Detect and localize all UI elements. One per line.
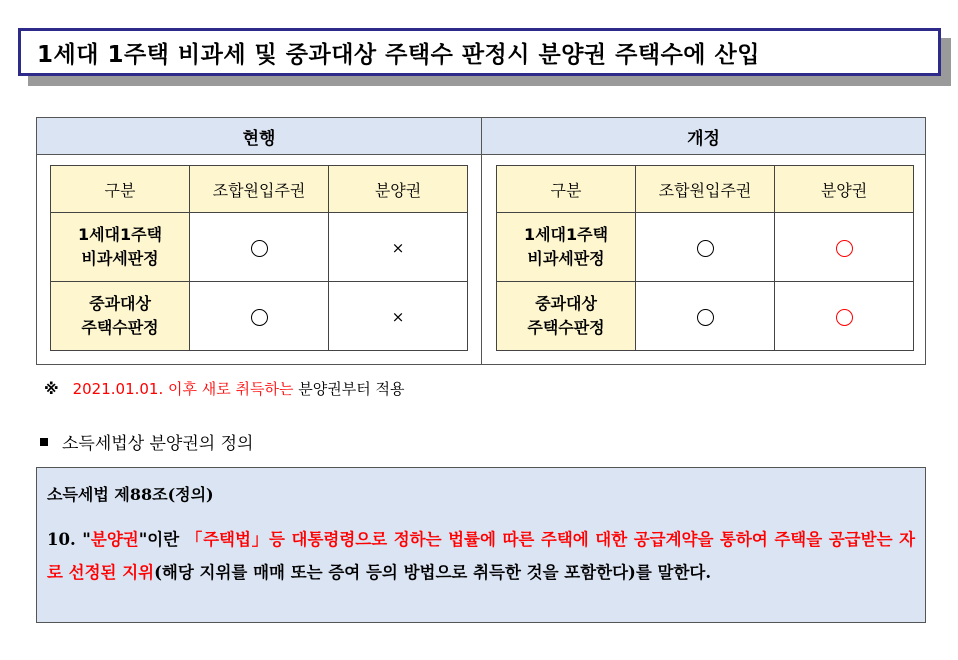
circle-mark-icon: [251, 240, 268, 257]
col-header-category: 구분: [51, 166, 190, 213]
note-text: 분양권부터 적용: [298, 380, 405, 398]
page-title: 1세대 1주택 비과세 및 중과대상 주택수 판정시 분양권 주택수에 산입: [37, 41, 760, 68]
table-row: [51, 282, 468, 351]
definition-box: [36, 467, 926, 623]
cell-mark: [190, 213, 329, 282]
cell-mark: [775, 213, 914, 282]
red-circle-mark-icon: [836, 309, 853, 326]
col-header-presale-right: 분양권: [775, 166, 914, 213]
row-label: 중과대상 주택수판정: [497, 282, 636, 351]
revised-table: [496, 165, 914, 351]
definition-title: 소득세법 제88조(정의): [47, 485, 214, 504]
definition-red-clause: 「주택법」등 대통령령으로 정하는 법률에 따른 주택에 대한 공급계약을 통하여 주택을 공급받는 자로 선정된 지위: [47, 530, 916, 582]
row-label: 중과대상 주택수판정: [51, 282, 190, 351]
circle-mark-icon: [697, 240, 714, 257]
cell-mark: [636, 282, 775, 351]
col-header-category: 구분: [497, 166, 636, 213]
cell-mark: [190, 282, 329, 351]
definition-paragraph: 10. "분양권"이란 「주택법」등 대통령령으로 정하는 법률에 따른 주택에 대한 공급계약을 통하여 주택을 공급받는 자로 선정된 지위(해당 지위를 매매 또는 증여 등의 방법으로 취득한 것을 포함한다)를 말한다.: [47, 530, 916, 582]
title-banner: [18, 28, 941, 76]
revised-header: 개정: [482, 118, 925, 155]
circle-mark-icon: [697, 309, 714, 326]
col-header-presale-right: 분양권: [329, 166, 468, 213]
definition-heading: [40, 429, 253, 454]
circle-mark-icon: [251, 309, 268, 326]
col-header-membership-right: 조합원입주권: [636, 166, 775, 213]
x-mark: ×: [391, 238, 405, 257]
row-label: 1세대1주택 비과세판정: [497, 213, 636, 282]
col-header-membership-right: 조합원입주권: [190, 166, 329, 213]
effective-date-note: [44, 378, 404, 399]
current-table: [50, 165, 468, 351]
cell-mark: [636, 213, 775, 282]
x-mark: ×: [391, 307, 405, 326]
cell-mark: [329, 213, 468, 282]
table-row: [497, 213, 914, 282]
red-circle-mark-icon: [836, 240, 853, 257]
table-row: [51, 213, 468, 282]
comparison-table: [36, 117, 926, 365]
cell-mark: [329, 282, 468, 351]
cell-mark: [775, 282, 914, 351]
divider: [481, 154, 482, 364]
note-highlight: 2021.01.01. 이후 새로 취득하는: [72, 380, 294, 398]
reference-mark-icon: ※: [44, 379, 59, 398]
table-row: [497, 282, 914, 351]
current-header: 현행: [37, 118, 482, 155]
defined-term: 분양권: [90, 530, 139, 549]
definition-heading-text: 소득세법상 분양권의 정의: [62, 434, 254, 454]
row-label: 1세대1주택 비과세판정: [51, 213, 190, 282]
bullet-square-icon: [40, 438, 48, 446]
